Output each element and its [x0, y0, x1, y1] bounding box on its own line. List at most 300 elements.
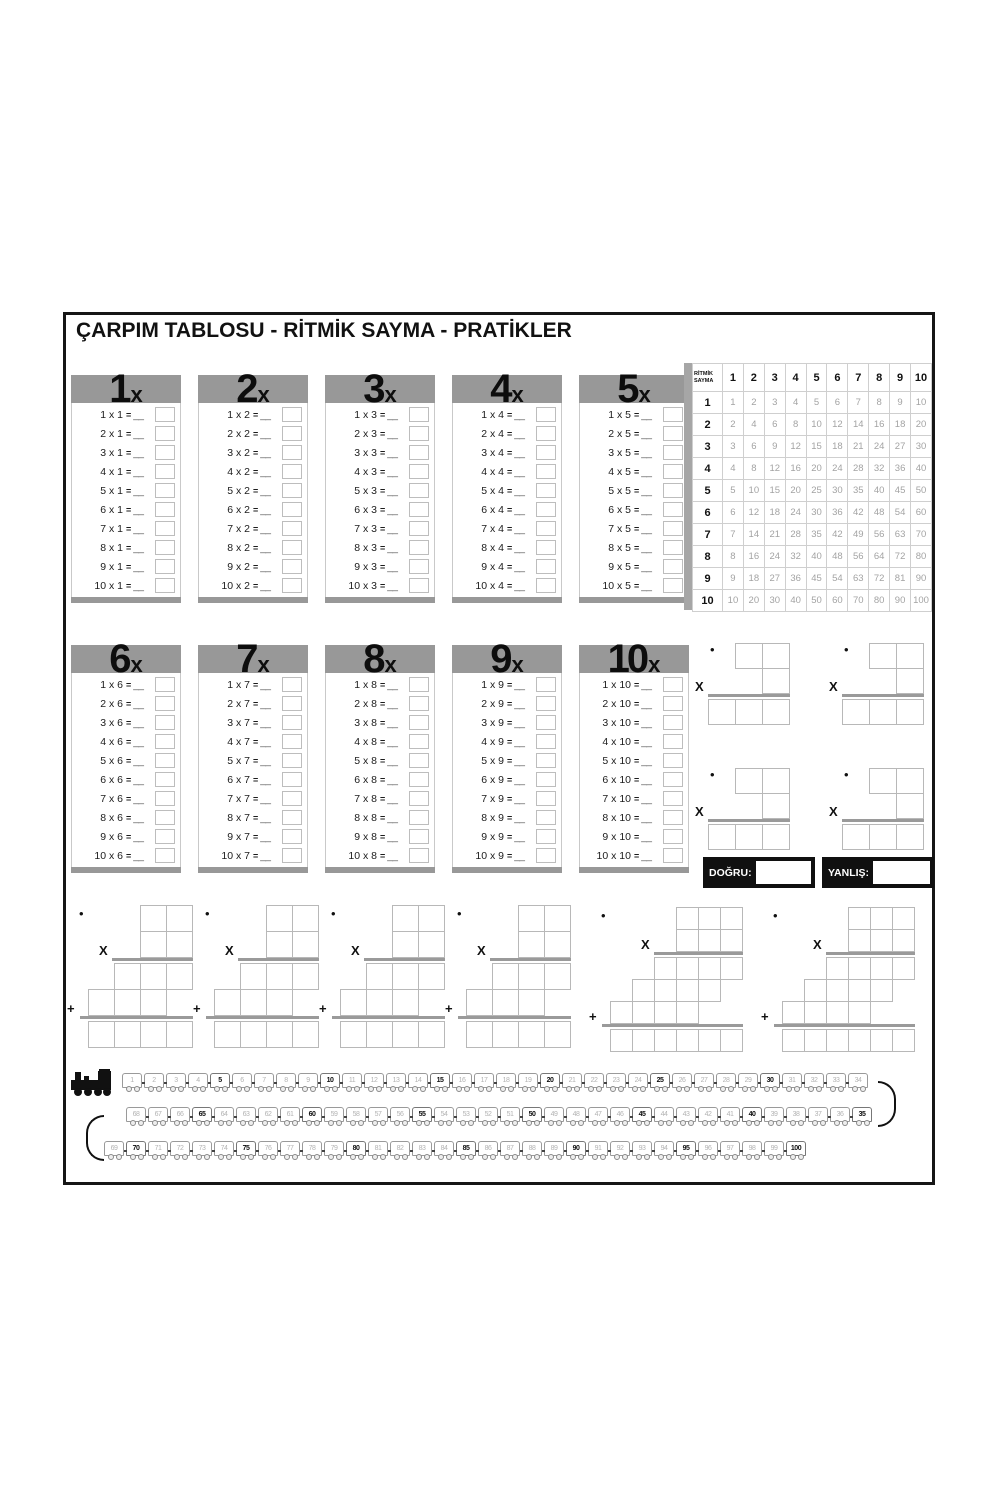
answer-box[interactable] — [663, 848, 683, 863]
answer-blank[interactable]: __ — [641, 792, 651, 805]
answer-blank[interactable]: __ — [133, 579, 143, 592]
digit-box[interactable] — [166, 931, 193, 958]
digit-box[interactable] — [632, 1029, 655, 1052]
digit-box[interactable] — [762, 699, 790, 725]
answer-box[interactable] — [536, 715, 556, 730]
digit-box[interactable] — [720, 929, 743, 952]
answer-box[interactable] — [663, 753, 683, 768]
answer-blank[interactable]: __ — [387, 427, 397, 440]
digit-box[interactable] — [240, 989, 267, 1016]
answer-box[interactable] — [409, 848, 429, 863]
answer-box[interactable] — [536, 407, 556, 422]
answer-box[interactable] — [409, 810, 429, 825]
answer-blank[interactable]: __ — [514, 579, 524, 592]
digit-box[interactable] — [870, 979, 893, 1002]
digit-box[interactable] — [762, 793, 790, 819]
digit-box[interactable] — [896, 643, 924, 669]
digit-box[interactable] — [292, 905, 319, 932]
answer-blank[interactable]: __ — [133, 716, 143, 729]
answer-box[interactable] — [536, 772, 556, 787]
digit-box[interactable] — [240, 1021, 267, 1048]
digit-box[interactable] — [848, 957, 871, 980]
answer-blank[interactable]: __ — [260, 465, 270, 478]
answer-blank[interactable]: __ — [133, 830, 143, 843]
answer-blank[interactable]: __ — [260, 849, 270, 862]
digit-box[interactable] — [418, 931, 445, 958]
answer-box[interactable] — [282, 677, 302, 692]
digit-box[interactable] — [392, 931, 419, 958]
answer-box[interactable] — [282, 483, 302, 498]
answer-blank[interactable]: __ — [641, 716, 651, 729]
answer-box[interactable] — [409, 753, 429, 768]
answer-box[interactable] — [536, 677, 556, 692]
answer-blank[interactable]: __ — [387, 465, 397, 478]
answer-box[interactable] — [155, 772, 175, 787]
answer-box[interactable] — [536, 464, 556, 479]
answer-box[interactable] — [282, 753, 302, 768]
digit-box[interactable] — [826, 957, 849, 980]
answer-blank[interactable]: __ — [133, 849, 143, 862]
answer-blank[interactable]: __ — [514, 830, 524, 843]
answer-box[interactable] — [409, 829, 429, 844]
answer-box[interactable] — [663, 426, 683, 441]
answer-box[interactable] — [282, 715, 302, 730]
digit-box[interactable] — [735, 824, 763, 850]
answer-blank[interactable]: __ — [260, 754, 270, 767]
answer-box[interactable] — [536, 578, 556, 593]
digit-box[interactable] — [826, 1001, 849, 1024]
digit-box[interactable] — [676, 929, 699, 952]
answer-box[interactable] — [155, 445, 175, 460]
answer-box[interactable] — [409, 483, 429, 498]
digit-box[interactable] — [114, 963, 141, 990]
answer-box[interactable] — [663, 715, 683, 730]
digit-box[interactable] — [392, 989, 419, 1016]
answer-box[interactable] — [663, 772, 683, 787]
answer-blank[interactable]: __ — [641, 427, 651, 440]
answer-blank[interactable]: __ — [133, 427, 143, 440]
answer-box[interactable] — [536, 829, 556, 844]
answer-box[interactable] — [409, 521, 429, 536]
digit-box[interactable] — [366, 963, 393, 990]
answer-blank[interactable]: __ — [133, 773, 143, 786]
answer-box[interactable] — [282, 810, 302, 825]
answer-blank[interactable]: __ — [641, 811, 651, 824]
answer-blank[interactable]: __ — [514, 503, 524, 516]
digit-box[interactable] — [88, 1021, 115, 1048]
digit-box[interactable] — [266, 905, 293, 932]
digit-box[interactable] — [676, 1001, 699, 1024]
answer-blank[interactable]: __ — [260, 830, 270, 843]
answer-box[interactable] — [155, 677, 175, 692]
answer-blank[interactable]: __ — [641, 465, 651, 478]
answer-blank[interactable]: __ — [641, 522, 651, 535]
digit-box[interactable] — [466, 989, 493, 1016]
digit-box[interactable] — [869, 824, 897, 850]
answer-blank[interactable]: __ — [260, 446, 270, 459]
digit-box[interactable] — [842, 699, 870, 725]
digit-box[interactable] — [610, 1029, 633, 1052]
answer-box[interactable] — [663, 829, 683, 844]
answer-blank[interactable]: __ — [133, 560, 143, 573]
answer-blank[interactable]: __ — [641, 773, 651, 786]
answer-blank[interactable]: __ — [514, 716, 524, 729]
digit-box[interactable] — [869, 643, 897, 669]
answer-blank[interactable]: __ — [260, 716, 270, 729]
digit-box[interactable] — [896, 824, 924, 850]
answer-blank[interactable]: __ — [133, 465, 143, 478]
answer-blank[interactable]: __ — [641, 697, 651, 710]
answer-blank[interactable]: __ — [514, 560, 524, 573]
digit-box[interactable] — [782, 1001, 805, 1024]
digit-box[interactable] — [848, 929, 871, 952]
answer-blank[interactable]: __ — [260, 522, 270, 535]
answer-box[interactable] — [409, 407, 429, 422]
answer-box[interactable] — [663, 677, 683, 692]
answer-box[interactable] — [282, 540, 302, 555]
answer-blank[interactable]: __ — [387, 560, 397, 573]
answer-box[interactable] — [155, 696, 175, 711]
answer-box[interactable] — [663, 407, 683, 422]
answer-box[interactable] — [155, 540, 175, 555]
digit-box[interactable] — [114, 989, 141, 1016]
answer-box[interactable] — [282, 734, 302, 749]
digit-box[interactable] — [418, 905, 445, 932]
answer-box[interactable] — [536, 791, 556, 806]
wrong-input-box[interactable] — [873, 861, 930, 884]
answer-blank[interactable]: __ — [387, 697, 397, 710]
answer-box[interactable] — [155, 848, 175, 863]
answer-blank[interactable]: __ — [133, 678, 143, 691]
answer-blank[interactable]: __ — [260, 811, 270, 824]
answer-blank[interactable]: __ — [260, 792, 270, 805]
answer-blank[interactable]: __ — [133, 484, 143, 497]
answer-box[interactable] — [536, 483, 556, 498]
digit-box[interactable] — [292, 963, 319, 990]
answer-blank[interactable]: __ — [514, 465, 524, 478]
digit-box[interactable] — [762, 768, 790, 794]
digit-box[interactable] — [544, 1021, 571, 1048]
digit-box[interactable] — [762, 668, 790, 694]
digit-box[interactable] — [166, 905, 193, 932]
digit-box[interactable] — [654, 979, 677, 1002]
answer-blank[interactable]: __ — [260, 579, 270, 592]
digit-box[interactable] — [735, 643, 763, 669]
answer-box[interactable] — [663, 540, 683, 555]
answer-blank[interactable]: __ — [514, 849, 524, 862]
answer-blank[interactable]: __ — [514, 541, 524, 554]
answer-blank[interactable]: __ — [387, 678, 397, 691]
answer-box[interactable] — [663, 559, 683, 574]
digit-box[interactable] — [848, 1001, 871, 1024]
answer-blank[interactable]: __ — [514, 773, 524, 786]
answer-box[interactable] — [282, 559, 302, 574]
digit-box[interactable] — [804, 1001, 827, 1024]
answer-blank[interactable]: __ — [260, 503, 270, 516]
digit-box[interactable] — [392, 905, 419, 932]
answer-box[interactable] — [536, 521, 556, 536]
answer-blank[interactable]: __ — [641, 503, 651, 516]
digit-box[interactable] — [735, 699, 763, 725]
digit-box[interactable] — [392, 963, 419, 990]
digit-box[interactable] — [418, 1021, 445, 1048]
digit-box[interactable] — [782, 1029, 805, 1052]
answer-box[interactable] — [536, 445, 556, 460]
answer-box[interactable] — [282, 502, 302, 517]
answer-blank[interactable]: __ — [387, 484, 397, 497]
digit-box[interactable] — [870, 1029, 893, 1052]
answer-box[interactable] — [536, 540, 556, 555]
digit-box[interactable] — [896, 793, 924, 819]
digit-box[interactable] — [869, 699, 897, 725]
digit-box[interactable] — [826, 1029, 849, 1052]
answer-box[interactable] — [155, 829, 175, 844]
answer-blank[interactable]: __ — [641, 560, 651, 573]
digit-box[interactable] — [892, 957, 915, 980]
answer-blank[interactable]: __ — [514, 678, 524, 691]
digit-box[interactable] — [848, 979, 871, 1002]
digit-box[interactable] — [266, 963, 293, 990]
digit-box[interactable] — [698, 929, 721, 952]
digit-box[interactable] — [266, 989, 293, 1016]
answer-blank[interactable]: __ — [260, 541, 270, 554]
answer-box[interactable] — [409, 559, 429, 574]
answer-blank[interactable]: __ — [641, 408, 651, 421]
answer-box[interactable] — [282, 426, 302, 441]
answer-blank[interactable]: __ — [260, 560, 270, 573]
answer-blank[interactable]: __ — [514, 522, 524, 535]
answer-blank[interactable]: __ — [133, 522, 143, 535]
answer-blank[interactable]: __ — [641, 830, 651, 843]
answer-blank[interactable]: __ — [133, 503, 143, 516]
answer-box[interactable] — [536, 696, 556, 711]
digit-box[interactable] — [366, 1021, 393, 1048]
answer-blank[interactable]: __ — [641, 754, 651, 767]
answer-box[interactable] — [282, 696, 302, 711]
digit-box[interactable] — [166, 963, 193, 990]
digit-box[interactable] — [676, 957, 699, 980]
digit-box[interactable] — [544, 905, 571, 932]
digit-box[interactable] — [698, 979, 721, 1002]
digit-box[interactable] — [518, 931, 545, 958]
digit-box[interactable] — [140, 963, 167, 990]
digit-box[interactable] — [762, 643, 790, 669]
digit-box[interactable] — [544, 931, 571, 958]
digit-box[interactable] — [418, 963, 445, 990]
answer-box[interactable] — [409, 426, 429, 441]
answer-box[interactable] — [536, 753, 556, 768]
answer-blank[interactable]: __ — [260, 735, 270, 748]
answer-box[interactable] — [155, 810, 175, 825]
answer-box[interactable] — [663, 810, 683, 825]
answer-box[interactable] — [663, 502, 683, 517]
digit-box[interactable] — [720, 907, 743, 930]
answer-box[interactable] — [282, 578, 302, 593]
digit-box[interactable] — [266, 931, 293, 958]
answer-blank[interactable]: __ — [387, 811, 397, 824]
digit-box[interactable] — [518, 989, 545, 1016]
digit-box[interactable] — [896, 768, 924, 794]
digit-box[interactable] — [848, 1029, 871, 1052]
answer-box[interactable] — [155, 578, 175, 593]
answer-blank[interactable]: __ — [133, 408, 143, 421]
digit-box[interactable] — [804, 1029, 827, 1052]
digit-box[interactable] — [392, 1021, 419, 1048]
answer-box[interactable] — [409, 772, 429, 787]
digit-box[interactable] — [842, 824, 870, 850]
answer-blank[interactable]: __ — [260, 773, 270, 786]
digit-box[interactable] — [632, 1001, 655, 1024]
digit-box[interactable] — [708, 699, 736, 725]
digit-box[interactable] — [869, 768, 897, 794]
answer-blank[interactable]: __ — [514, 446, 524, 459]
answer-blank[interactable]: __ — [387, 408, 397, 421]
answer-box[interactable] — [409, 445, 429, 460]
digit-box[interactable] — [518, 905, 545, 932]
digit-box[interactable] — [826, 979, 849, 1002]
answer-box[interactable] — [663, 521, 683, 536]
digit-box[interactable] — [466, 1021, 493, 1048]
answer-box[interactable] — [536, 810, 556, 825]
answer-blank[interactable]: __ — [641, 541, 651, 554]
answer-blank[interactable]: __ — [133, 446, 143, 459]
answer-box[interactable] — [536, 426, 556, 441]
answer-blank[interactable]: __ — [641, 678, 651, 691]
answer-box[interactable] — [663, 483, 683, 498]
digit-box[interactable] — [340, 1021, 367, 1048]
digit-box[interactable] — [610, 1001, 633, 1024]
answer-box[interactable] — [155, 407, 175, 422]
answer-box[interactable] — [536, 734, 556, 749]
digit-box[interactable] — [166, 1021, 193, 1048]
answer-blank[interactable]: __ — [133, 735, 143, 748]
digit-box[interactable] — [698, 957, 721, 980]
answer-box[interactable] — [282, 772, 302, 787]
answer-blank[interactable]: __ — [514, 484, 524, 497]
digit-box[interactable] — [676, 979, 699, 1002]
answer-box[interactable] — [409, 502, 429, 517]
answer-box[interactable] — [282, 829, 302, 844]
answer-box[interactable] — [282, 848, 302, 863]
digit-box[interactable] — [762, 824, 790, 850]
digit-box[interactable] — [896, 668, 924, 694]
answer-blank[interactable]: __ — [260, 697, 270, 710]
answer-blank[interactable]: __ — [514, 792, 524, 805]
answer-box[interactable] — [155, 483, 175, 498]
digit-box[interactable] — [632, 979, 655, 1002]
answer-blank[interactable]: __ — [387, 735, 397, 748]
answer-blank[interactable]: __ — [387, 849, 397, 862]
digit-box[interactable] — [870, 907, 893, 930]
digit-box[interactable] — [804, 979, 827, 1002]
digit-box[interactable] — [892, 907, 915, 930]
answer-box[interactable] — [663, 464, 683, 479]
digit-box[interactable] — [114, 1021, 141, 1048]
answer-blank[interactable]: __ — [641, 579, 651, 592]
digit-box[interactable] — [240, 963, 267, 990]
answer-box[interactable] — [536, 502, 556, 517]
answer-box[interactable] — [155, 559, 175, 574]
answer-blank[interactable]: __ — [387, 773, 397, 786]
digit-box[interactable] — [518, 963, 545, 990]
answer-box[interactable] — [663, 578, 683, 593]
digit-box[interactable] — [518, 1021, 545, 1048]
digit-box[interactable] — [340, 989, 367, 1016]
digit-box[interactable] — [892, 1029, 915, 1052]
answer-blank[interactable]: __ — [260, 484, 270, 497]
answer-blank[interactable]: __ — [514, 754, 524, 767]
answer-box[interactable] — [155, 753, 175, 768]
answer-box[interactable] — [663, 445, 683, 460]
answer-box[interactable] — [155, 426, 175, 441]
answer-blank[interactable]: __ — [514, 735, 524, 748]
digit-box[interactable] — [892, 929, 915, 952]
answer-box[interactable] — [155, 715, 175, 730]
digit-box[interactable] — [654, 957, 677, 980]
digit-box[interactable] — [870, 929, 893, 952]
answer-box[interactable] — [536, 559, 556, 574]
digit-box[interactable] — [492, 963, 519, 990]
digit-box[interactable] — [292, 1021, 319, 1048]
answer-box[interactable] — [282, 521, 302, 536]
answer-blank[interactable]: __ — [133, 792, 143, 805]
digit-box[interactable] — [708, 824, 736, 850]
digit-box[interactable] — [676, 1029, 699, 1052]
digit-box[interactable] — [266, 1021, 293, 1048]
correct-input-box[interactable] — [756, 861, 811, 884]
answer-box[interactable] — [155, 502, 175, 517]
answer-blank[interactable]: __ — [387, 579, 397, 592]
answer-box[interactable] — [409, 464, 429, 479]
digit-box[interactable] — [214, 989, 241, 1016]
answer-box[interactable] — [409, 677, 429, 692]
answer-box[interactable] — [409, 696, 429, 711]
digit-box[interactable] — [544, 963, 571, 990]
answer-blank[interactable]: __ — [514, 408, 524, 421]
answer-blank[interactable]: __ — [260, 427, 270, 440]
answer-blank[interactable]: __ — [387, 522, 397, 535]
digit-box[interactable] — [140, 931, 167, 958]
answer-blank[interactable]: __ — [387, 792, 397, 805]
answer-blank[interactable]: __ — [133, 541, 143, 554]
digit-box[interactable] — [676, 907, 699, 930]
answer-blank[interactable]: __ — [133, 754, 143, 767]
answer-box[interactable] — [155, 791, 175, 806]
answer-blank[interactable]: __ — [514, 427, 524, 440]
answer-box[interactable] — [282, 791, 302, 806]
answer-blank[interactable]: __ — [641, 849, 651, 862]
answer-box[interactable] — [409, 540, 429, 555]
answer-box[interactable] — [536, 848, 556, 863]
answer-box[interactable] — [663, 791, 683, 806]
answer-box[interactable] — [155, 734, 175, 749]
digit-box[interactable] — [698, 907, 721, 930]
digit-box[interactable] — [88, 989, 115, 1016]
answer-blank[interactable]: __ — [641, 446, 651, 459]
digit-box[interactable] — [140, 905, 167, 932]
digit-box[interactable] — [492, 1021, 519, 1048]
answer-box[interactable] — [663, 696, 683, 711]
digit-box[interactable] — [140, 989, 167, 1016]
answer-blank[interactable]: __ — [387, 830, 397, 843]
answer-blank[interactable]: __ — [133, 697, 143, 710]
digit-box[interactable] — [848, 907, 871, 930]
answer-blank[interactable]: __ — [387, 446, 397, 459]
digit-box[interactable] — [654, 1029, 677, 1052]
answer-box[interactable] — [409, 715, 429, 730]
answer-box[interactable] — [409, 578, 429, 593]
digit-box[interactable] — [366, 989, 393, 1016]
